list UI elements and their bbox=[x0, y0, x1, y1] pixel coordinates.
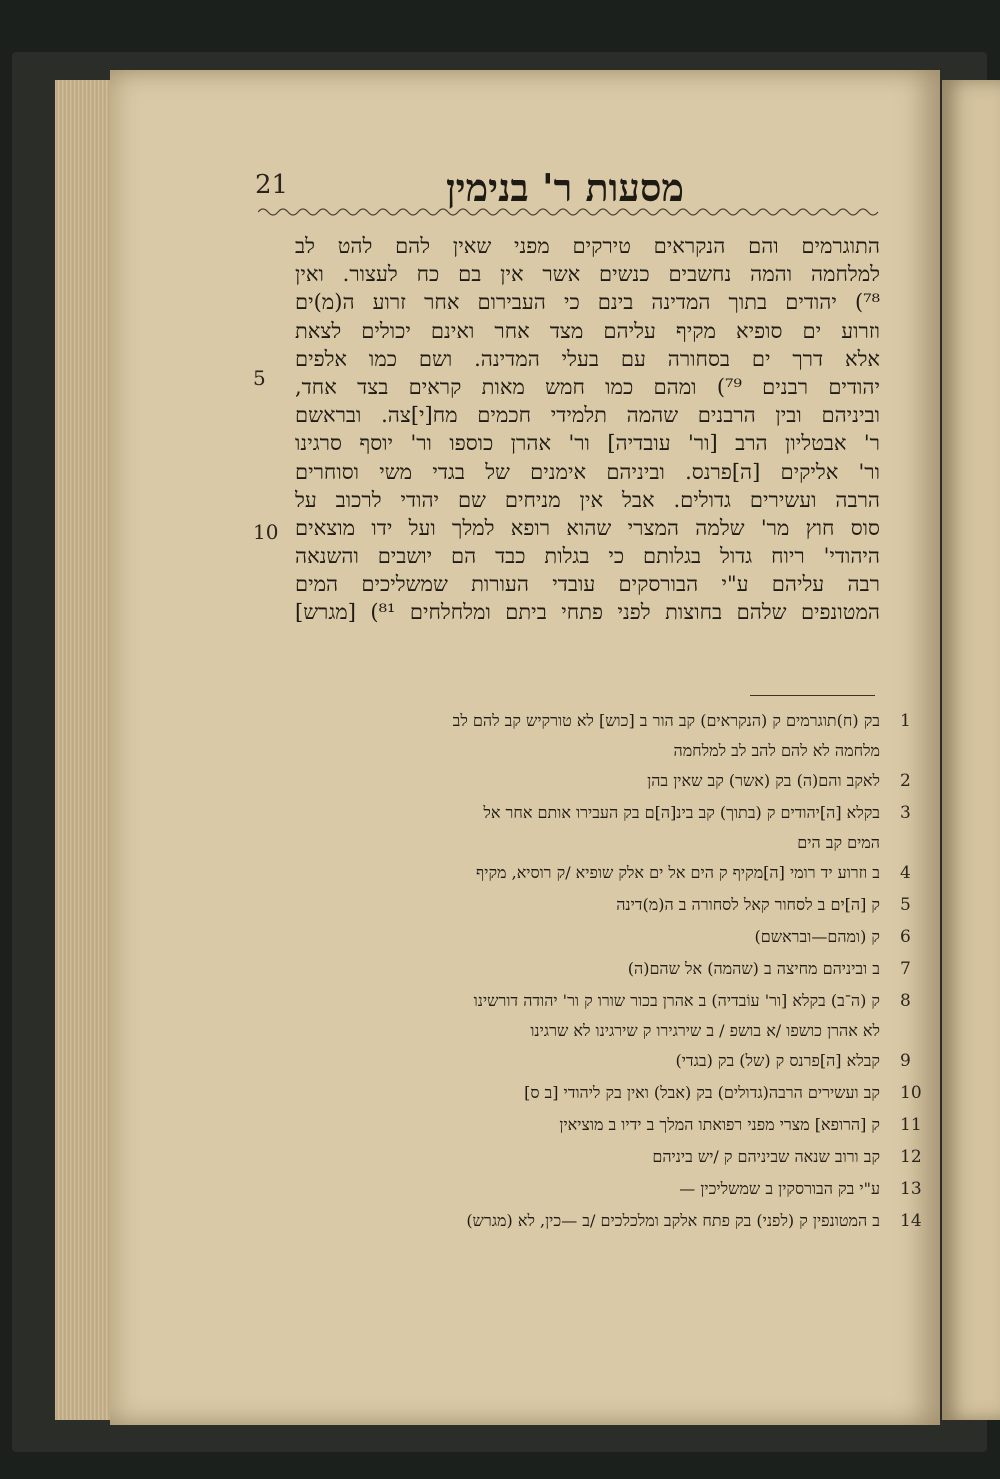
apparatus-entry bbox=[240, 953, 880, 985]
apparatus-entry bbox=[240, 797, 880, 829]
apparatus-entry bbox=[240, 829, 880, 857]
apparatus-entry bbox=[240, 1045, 880, 1077]
apparatus-text: לא אהרן כושפו /א בושפ / ב שירגירו ק שירגינו לא שרגינו bbox=[530, 1021, 880, 1040]
apparatus-text: בקלא [ה]יהודים ק (בתוך) קב בינ[ה]ם בק העבירו אותם אחר אל bbox=[483, 803, 880, 822]
apparatus-entry bbox=[240, 921, 880, 953]
apparatus-entry bbox=[240, 985, 880, 1017]
wavy-rule-ornament bbox=[258, 205, 880, 219]
apparatus-entry bbox=[240, 765, 880, 797]
apparatus-text: ק (ה־ב) בקלא [ור' עוֹבדיה) ב אהרן בכור שורו ק ור' יהודה דורשינו bbox=[473, 991, 880, 1010]
text-line: ⁷⁸) יהודים בתוך המדינה בינם כי העבירום אחר זרוע ה(מ)ים bbox=[295, 290, 880, 315]
text-line: סוס חוץ מר' שלמה המצרי שהוא רופא למלך ועל ידו מוצאים bbox=[295, 515, 880, 540]
facing-page-edge bbox=[942, 80, 1000, 1420]
line-number-marker: 5 bbox=[253, 366, 266, 390]
footnote-separator bbox=[750, 695, 875, 696]
page-number: 21 bbox=[255, 170, 289, 200]
text-line: רבה עליהם ע"י הבורסקים עובדי העורות שמשליכים המים bbox=[295, 572, 880, 597]
apparatus-text: קב ורוב שנאה שביניהם ק /יש ביניהם bbox=[652, 1147, 880, 1166]
apparatus-entry bbox=[240, 889, 880, 921]
apparatus-entry bbox=[240, 1173, 880, 1205]
main-text bbox=[295, 232, 880, 627]
apparatus-entry bbox=[240, 737, 880, 765]
apparatus-text: לאקב והם(ה) בק (אשר) קב שאין בהן bbox=[647, 771, 880, 790]
apparatus-entry bbox=[240, 1109, 880, 1141]
text-line: ר' אבטליון הרב [ור' עובדיה] ור' אהרן כוספו ור' יוסף סרגינו bbox=[295, 431, 880, 456]
apparatus-text: ב וזרוע יד רומי [ה]מקיף ק הים אל ים אלק שופיא /ק רוסיא, מקיף bbox=[475, 863, 880, 882]
line-number-marker: 10 bbox=[253, 520, 279, 544]
running-title: מסעות ר' בנימין bbox=[445, 165, 685, 210]
apparatus-text: מלחמה לא להם להב לב למלחמה bbox=[673, 741, 880, 760]
apparatus-text: ק [ה]ים ב לסחור קאל לסחורה ב ה(מ)דינה bbox=[616, 895, 880, 914]
text-line: למלחמה והמה נחשבים כנשים אשר אין בם כח לעצור. ואין bbox=[295, 262, 880, 287]
apparatus-text: קב ועשירים הרבה(גדולים) בק (אבל) ואין בק ליהודי [ב ס] bbox=[524, 1083, 880, 1102]
apparatus-text: בק (ח)תוגרמים ק (הנקראים) קב הור ב [כוש] לא טורקיש קב להם לב bbox=[452, 711, 880, 730]
text-line: המטונפים שלהם בחוצות לפני פתחי ביתם ומלחלחים ⁸¹) [מגרש] bbox=[295, 600, 880, 625]
variant-apparatus bbox=[240, 705, 880, 1237]
apparatus-entry bbox=[240, 1017, 880, 1045]
apparatus-entry bbox=[240, 705, 880, 737]
apparatus-entry bbox=[240, 1205, 880, 1237]
text-line: וזרוע ים סופיא מקיף עליהם מצד אחר ואינם יכולים לצאת bbox=[295, 318, 880, 343]
text-line: אלא דרך ים בסחורה עם בעלי המדינה. ושם כמו אלפים bbox=[295, 346, 880, 371]
apparatus-entry bbox=[240, 857, 880, 889]
apparatus-text: ב וביניהם מחיצה ב (שהמה) אל שהם(ה) bbox=[627, 959, 880, 978]
apparatus-text: קבלא [ה]פרנס ק (של) בק (בגדי) bbox=[675, 1051, 880, 1070]
text-line: הרבה ועשירים גדולים. אבל אין מניחים שם יהודי לרכוב על bbox=[295, 487, 880, 512]
apparatus-entry bbox=[240, 1141, 880, 1173]
apparatus-text: ק (ומהם—ובראשם) bbox=[754, 927, 880, 946]
apparatus-text: המים קב הים bbox=[797, 833, 880, 852]
apparatus-text: ב המטונפין ק (לפני) בק פתח אלקב ומלכלכים /ב —כין, לא (מגרש) bbox=[466, 1211, 880, 1230]
apparatus-text: ק [הרופא] מצרי מפני רפואתו המלך ב ידיו ב מוציאין bbox=[559, 1115, 880, 1134]
text-line: יהודים רבנים ⁷⁹) ומהם כמו חמש מאות קראים בצד אחד, bbox=[295, 374, 880, 399]
text-line: היהודי' ריוח גדול בגלותם כי בגלות כבד הם יושבים והשנאה bbox=[295, 544, 880, 569]
text-line: ור' אליקים [ה]פרנס. וביניהם אימנים של בגדי משי וסוחרים bbox=[295, 459, 880, 484]
apparatus-text: ע"י בק הבורסקין ב שמשליכין — bbox=[679, 1179, 880, 1198]
apparatus-entry bbox=[240, 1077, 880, 1109]
text-line: וביניהם ובין הרבנים שהמה תלמידי חכמים מח[י]צה. ובראשם bbox=[295, 403, 880, 428]
text-line: התוגרמים והם הנקראים טירקים מפני שאין להם להט לב bbox=[295, 234, 880, 258]
